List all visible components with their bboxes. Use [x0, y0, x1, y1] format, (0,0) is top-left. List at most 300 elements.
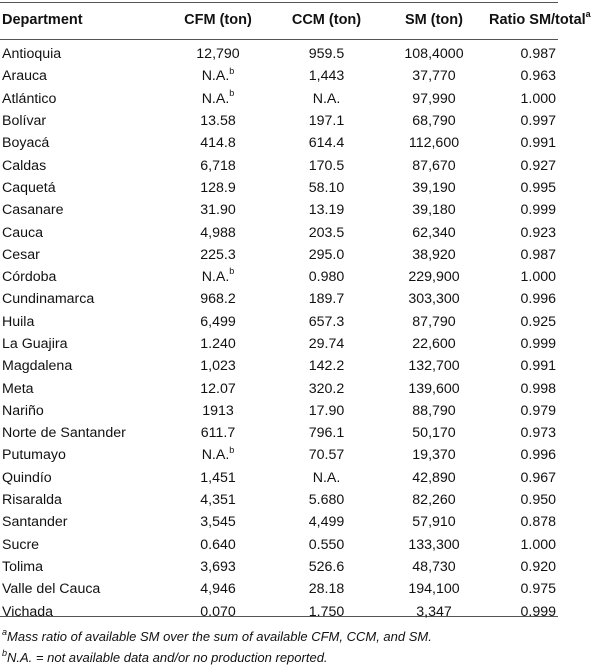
cell-department-value: Arauca: [2, 68, 47, 85]
cell-sm: [379, 377, 489, 399]
header-ratio: [489, 0, 591, 40]
cell-ccm-value: 320.2: [308, 380, 345, 397]
cell-sm-value: 87,670: [412, 157, 456, 174]
cell-department: [0, 266, 162, 288]
cell-cfm-value: 12.07: [200, 380, 236, 397]
cell-department-value: Nariño: [2, 402, 44, 419]
cell-cfm-value: N.A.: [201, 68, 230, 85]
cell-department: [0, 355, 162, 377]
cell-department-value: Valle del Cauca: [2, 581, 101, 598]
cell-sm: [379, 244, 489, 266]
cell-cfm-value: 6,499: [200, 313, 236, 330]
table-row: [0, 511, 562, 533]
cell-cfm-value: 31.90: [200, 202, 236, 219]
cell-department-value: Cauca: [2, 224, 44, 241]
cell-cfm-value: 3,545: [200, 514, 236, 531]
cell-ccm: [274, 65, 379, 87]
cell-ccm-value: N.A.: [312, 90, 341, 107]
cell-sm: [379, 534, 489, 556]
table-row: [0, 199, 562, 221]
cell-cfm-value: 968.2: [200, 291, 236, 308]
cell-department: [0, 110, 162, 132]
table-row: [0, 578, 562, 600]
cell-department: [0, 40, 162, 65]
cell-department-value: Boyacá: [2, 135, 50, 152]
cell-ratio: [489, 600, 562, 622]
cell-ccm-value: 13.19: [308, 202, 345, 219]
header-cfm: CFM (ton): [184, 12, 252, 28]
cell-cfm-value: N.A.: [201, 269, 230, 286]
cell-sm-value: 19,370: [412, 447, 456, 464]
cell-sm: [379, 444, 489, 466]
cell-ratio-value: 0.925: [520, 313, 556, 330]
cell-department-value: Cundinamarca: [2, 291, 95, 308]
cell-department: [0, 422, 162, 444]
cell-ccm: [274, 400, 379, 422]
cell-sm: [379, 556, 489, 578]
cell-ratio-value: 0.950: [520, 492, 556, 509]
cell-department-value: Caquetá: [2, 179, 56, 196]
cell-department-value: Putumayo: [2, 447, 66, 464]
cell-ccm-value: 5.680: [308, 492, 345, 509]
cell-department-value: Atlántico: [2, 90, 57, 107]
cell-department-value: Cesar: [2, 246, 40, 263]
header-ratio-label: Ratio SM/total: [489, 12, 586, 28]
table-row: [0, 444, 562, 466]
cell-ccm: [274, 467, 379, 489]
cell-cfm-value: 0.070: [200, 603, 236, 620]
cell-ratio-value: 0.997: [520, 113, 556, 130]
footnote-mark: b: [229, 444, 235, 455]
cell-sm: [379, 177, 489, 199]
cell-ratio-value: 0.973: [520, 425, 556, 442]
footnote-a-text: Mass ratio of available SM over the sum of available CFM, CCM, and SM.: [7, 629, 432, 644]
cell-cfm: [162, 489, 274, 511]
cell-ccm-value: N.A.: [312, 469, 341, 486]
cell-ccm-value: 189.7: [308, 291, 345, 308]
cell-cfm: [162, 221, 274, 243]
cell-cfm: [162, 244, 274, 266]
cell-ratio-value: 0.999: [520, 336, 556, 352]
cell-cfm: [162, 88, 274, 110]
table-row: [0, 467, 562, 489]
cell-sm-value: 62,340: [412, 224, 456, 241]
table-body: [0, 40, 562, 623]
table-row: [0, 377, 562, 399]
cell-cfm: [162, 377, 274, 399]
cell-department-value: Magdalena: [2, 358, 73, 375]
cell-ccm-value: 526.6: [308, 558, 345, 575]
cell-ccm-value: 1.750: [308, 603, 345, 620]
cell-ccm: [274, 132, 379, 154]
cell-ratio: [489, 333, 562, 355]
cell-sm-value: 132,700: [408, 358, 460, 375]
cell-ccm: [274, 422, 379, 444]
cell-department: [0, 377, 162, 399]
cell-department: [0, 199, 162, 221]
cell-ccm-value: 1,443: [308, 68, 345, 85]
header-sm: SM (ton): [405, 12, 463, 28]
cell-cfm-value: 611.7: [200, 425, 236, 442]
cell-ratio: [489, 556, 562, 578]
cell-sm-value: 229,900: [408, 269, 460, 286]
cell-ccm: [274, 288, 379, 310]
cell-ccm: [274, 333, 379, 355]
header-department: Department: [2, 12, 83, 28]
cell-department-value: Bolívar: [2, 113, 47, 130]
cell-department: [0, 288, 162, 310]
table-row: [0, 489, 562, 511]
cell-ratio: [489, 400, 562, 422]
cell-ratio: [489, 422, 562, 444]
cell-ccm-value: 203.5: [308, 224, 345, 241]
cell-cfm-value: 128.9: [200, 179, 236, 196]
cell-ccm: [274, 88, 379, 110]
cell-sm: [379, 40, 489, 65]
cell-department: [0, 467, 162, 489]
cell-sm-value: 42,890: [412, 469, 456, 486]
cell-ccm: [274, 154, 379, 176]
cell-cfm-value: 0.640: [200, 536, 236, 553]
cell-cfm: [162, 578, 274, 600]
cell-cfm: [162, 556, 274, 578]
cell-ccm: [274, 199, 379, 221]
cell-cfm: [162, 266, 274, 288]
cell-ratio: [489, 132, 562, 154]
cell-sm: [379, 221, 489, 243]
cell-sm-value: 68,790: [412, 113, 456, 130]
cell-sm: [379, 154, 489, 176]
cell-sm-value: 97,990: [412, 90, 456, 107]
cell-ccm-value: 58.10: [308, 179, 345, 196]
cell-department: [0, 534, 162, 556]
cell-ratio-value: 0.998: [520, 380, 556, 397]
cell-department: [0, 600, 162, 622]
cell-ratio: [489, 221, 562, 243]
cell-department-value: Casanare: [2, 202, 64, 219]
footnote-mark: b: [229, 266, 235, 277]
cell-cfm-value: 414.8: [200, 135, 236, 152]
cell-sm-value: 88,790: [412, 402, 456, 419]
cell-cfm-value: 4,946: [200, 581, 236, 598]
cell-department-value: Santander: [2, 514, 68, 531]
cell-sm-value: 37,770: [412, 68, 456, 85]
cell-ccm: [274, 221, 379, 243]
cell-ratio-value: 0.996: [520, 447, 556, 464]
cell-department-value: La Guajira: [2, 336, 68, 352]
cell-department-value: Meta: [2, 380, 34, 397]
footnotes: [2, 626, 432, 668]
cell-ccm-value: 295.0: [308, 246, 345, 263]
cell-sm-value: 194,100: [408, 581, 460, 598]
cell-sm-value: 3,347: [416, 603, 452, 620]
cell-cfm: [162, 444, 274, 466]
cell-ccm: [274, 40, 379, 65]
footnote-a-mark: a: [2, 626, 8, 637]
cell-ratio-value: 0.987: [520, 246, 556, 263]
cell-sm: [379, 333, 489, 355]
cell-ratio: [489, 65, 562, 87]
cell-department-value: Caldas: [2, 157, 47, 174]
cell-sm: [379, 422, 489, 444]
table-row: [0, 311, 562, 333]
cell-ratio: [489, 154, 562, 176]
footnote-mark: b: [229, 65, 235, 76]
cell-ccm: [274, 534, 379, 556]
cell-sm: [379, 88, 489, 110]
cell-sm-value: 22,600: [412, 336, 456, 352]
cell-sm-value: 133,300: [408, 536, 460, 553]
cell-cfm-value: 1,023: [200, 358, 236, 375]
cell-cfm: [162, 288, 274, 310]
cell-ratio: [489, 199, 562, 221]
cell-cfm-value: 13.58: [200, 113, 236, 130]
cell-department: [0, 88, 162, 110]
cell-cfm: [162, 65, 274, 87]
cell-sm-value: 39,190: [412, 179, 456, 196]
cell-cfm-value: 3,693: [200, 558, 236, 575]
cell-ccm: [274, 578, 379, 600]
cell-ccm: [274, 311, 379, 333]
cell-ratio-value: 1.000: [520, 536, 556, 553]
cell-department: [0, 333, 162, 355]
cell-department: [0, 489, 162, 511]
cell-sm: [379, 578, 489, 600]
cell-ratio: [489, 40, 562, 65]
cell-ratio-value: 0.923: [520, 224, 556, 241]
table-row: [0, 177, 562, 199]
cell-ratio: [489, 110, 562, 132]
cell-cfm-value: 1913: [202, 402, 234, 419]
cell-ratio: [489, 288, 562, 310]
cell-department-value: Tolima: [2, 558, 43, 575]
cell-sm: [379, 489, 489, 511]
header-row: [0, 0, 562, 40]
table-row: [0, 65, 562, 87]
cell-ccm-value: 17.90: [308, 402, 345, 419]
footnote-b-text: N.A. = not available data and/or no production reported.: [7, 650, 328, 665]
table-row: [0, 266, 562, 288]
cell-ratio: [489, 88, 562, 110]
footnote-mark: b: [229, 88, 235, 98]
cell-sm-value: 112,600: [408, 135, 460, 152]
cell-ratio-value: 0.999: [520, 202, 556, 219]
cell-department: [0, 444, 162, 466]
footnote-b-mark: b: [2, 647, 8, 658]
cell-ccm-value: 197.1: [308, 113, 345, 130]
cell-sm: [379, 199, 489, 221]
cell-ratio-value: 0.963: [520, 68, 556, 85]
table-row: [0, 110, 562, 132]
cell-ccm-value: 0.550: [308, 536, 345, 553]
cell-department-value: Huila: [2, 313, 35, 330]
cell-cfm: [162, 511, 274, 533]
cell-ratio-value: 0.996: [520, 291, 556, 308]
cell-ccm-value: 959.5: [308, 46, 345, 63]
cell-cfm: [162, 311, 274, 333]
cell-department-value: Sucre: [2, 536, 40, 553]
cell-ratio-value: 0.920: [520, 558, 556, 575]
cell-ccm: [274, 266, 379, 288]
cell-department: [0, 65, 162, 87]
cell-cfm: [162, 40, 274, 65]
footnote-b: [2, 647, 432, 668]
cell-sm: [379, 511, 489, 533]
cell-ratio-value: 1.000: [520, 269, 556, 286]
table-row: [0, 40, 562, 65]
cell-department-value: Quindío: [2, 469, 52, 486]
table-row: [0, 600, 562, 622]
header-ccm: CCM (ton): [291, 12, 362, 28]
cell-department-value: Vichada: [2, 603, 54, 620]
table-row: [0, 534, 562, 556]
cell-department-value: Risaralda: [2, 492, 62, 509]
cell-ccm: [274, 511, 379, 533]
cell-cfm: [162, 333, 274, 355]
cell-department-value: Córdoba: [2, 269, 57, 286]
cell-ratio: [489, 534, 562, 556]
cell-ccm: [274, 444, 379, 466]
cell-sm: [379, 467, 489, 489]
cell-sm-value: 303,300: [408, 291, 460, 308]
cell-department: [0, 132, 162, 154]
cell-ccm-value: 170.5: [308, 157, 345, 174]
table-row: [0, 154, 562, 176]
cell-ccm-value: 657.3: [308, 313, 345, 330]
header-ratio-footnote-mark: a: [585, 9, 591, 20]
cell-ratio: [489, 511, 562, 533]
cell-ccm-value: 29.74: [308, 336, 345, 352]
cell-cfm-value: 12,790: [196, 46, 240, 63]
cell-sm: [379, 600, 489, 622]
footnote-a: [2, 626, 432, 647]
cell-department: [0, 311, 162, 333]
cell-ratio-value: 0.999: [520, 603, 556, 620]
cell-ccm-value: 0.980: [308, 269, 345, 286]
cell-cfm-value: 1,451: [200, 469, 236, 486]
cell-cfm-value: 225.3: [200, 246, 236, 263]
cell-department: [0, 578, 162, 600]
cell-ccm: [274, 377, 379, 399]
cell-ratio: [489, 489, 562, 511]
table-row: [0, 132, 562, 154]
cell-sm: [379, 400, 489, 422]
cell-department-value: Antioquia: [2, 46, 62, 63]
cell-ccm: [274, 355, 379, 377]
cell-sm-value: 57,910: [412, 514, 456, 531]
cell-ratio: [489, 311, 562, 333]
table-row: [0, 400, 562, 422]
cell-ccm: [274, 244, 379, 266]
table-row: [0, 288, 562, 310]
cell-ccm-value: 4,499: [308, 514, 345, 531]
cell-cfm-value: 4,988: [200, 224, 236, 241]
cell-ratio-value: 0.979: [520, 402, 556, 419]
cell-ratio-value: 0.967: [520, 469, 556, 486]
cell-sm: [379, 65, 489, 87]
cell-sm: [379, 266, 489, 288]
table-row: [0, 355, 562, 377]
cell-ratio-value: 0.975: [520, 581, 556, 598]
cell-ratio: [489, 244, 562, 266]
cell-department: [0, 556, 162, 578]
cell-ratio-value: 0.991: [520, 358, 556, 375]
cell-ratio: [489, 578, 562, 600]
cell-cfm: [162, 422, 274, 444]
cell-ratio: [489, 266, 562, 288]
cell-ratio: [489, 355, 562, 377]
cell-cfm-value: N.A.: [201, 90, 230, 107]
table-row: [0, 88, 562, 110]
cell-sm: [379, 311, 489, 333]
cell-ccm-value: 28.18: [308, 581, 345, 598]
cell-sm: [379, 132, 489, 154]
cell-cfm-value: N.A.: [201, 447, 230, 464]
cell-ratio-value: 0.878: [520, 514, 556, 531]
table-row: [0, 422, 562, 444]
cell-sm-value: 82,260: [412, 492, 456, 509]
cell-ratio-value: 0.927: [520, 157, 556, 174]
cell-ccm: [274, 600, 379, 622]
cell-sm: [379, 288, 489, 310]
cell-ccm-value: 614.4: [308, 135, 345, 152]
cell-department: [0, 244, 162, 266]
cell-cfm: [162, 467, 274, 489]
cell-cfm-value: 6,718: [200, 157, 236, 174]
cell-sm: [379, 110, 489, 132]
cell-sm-value: 38,920: [412, 246, 456, 263]
cell-department: [0, 221, 162, 243]
cell-cfm: [162, 177, 274, 199]
cell-ccm-value: 142.2: [308, 358, 345, 375]
cell-cfm: [162, 400, 274, 422]
cell-ratio: [489, 467, 562, 489]
table-row: [0, 333, 562, 355]
cell-ccm: [274, 556, 379, 578]
table-row: [0, 221, 562, 243]
table-row: [0, 556, 562, 578]
cell-ratio-value: 0.995: [520, 179, 556, 196]
cell-ccm: [274, 489, 379, 511]
cell-ratio-value: 0.987: [520, 46, 556, 63]
table-row: [0, 244, 562, 266]
cell-ccm: [274, 110, 379, 132]
cell-ratio-value: 1.000: [520, 90, 556, 107]
cell-ratio: [489, 444, 562, 466]
cell-cfm: [162, 355, 274, 377]
cell-ccm-value: 796.1: [308, 425, 345, 442]
cell-department-value: Norte de Santander: [2, 425, 126, 442]
cell-cfm: [162, 600, 274, 622]
cell-ratio: [489, 177, 562, 199]
cell-cfm: [162, 199, 274, 221]
cell-sm: [379, 355, 489, 377]
cell-ccm: [274, 177, 379, 199]
cell-cfm: [162, 132, 274, 154]
cell-department: [0, 177, 162, 199]
cell-sm-value: 108,4000: [404, 46, 464, 63]
cell-cfm-value: 1.240: [200, 336, 236, 352]
cell-cfm: [162, 110, 274, 132]
cell-sm-value: 48,730: [412, 558, 456, 575]
cell-sm-value: 87,790: [412, 313, 456, 330]
cell-sm-value: 39,180: [412, 202, 456, 219]
cell-ratio-value: 0.991: [520, 135, 556, 152]
cell-ccm-value: 70.57: [308, 447, 345, 464]
cell-department: [0, 511, 162, 533]
cell-department: [0, 154, 162, 176]
cell-cfm: [162, 534, 274, 556]
